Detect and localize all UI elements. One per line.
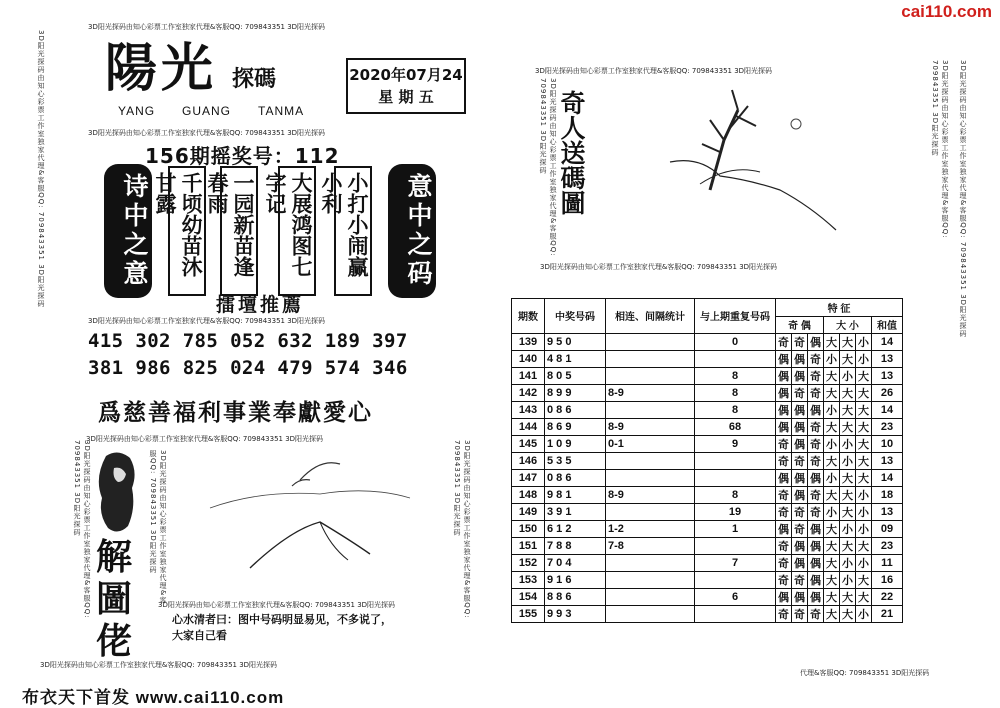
table-row bbox=[512, 588, 903, 605]
cell-period: 150 bbox=[512, 520, 545, 537]
recommend-row-2: 381 986 825 024 479 574 346 bbox=[88, 357, 408, 379]
cell-bs-3: 大 bbox=[856, 384, 872, 401]
cell-bs-1: 大 bbox=[824, 571, 840, 588]
cell-winning: 9 1 6 bbox=[545, 571, 606, 588]
cell-bs-1: 大 bbox=[824, 537, 840, 554]
cell-oe-2: 偶 bbox=[792, 469, 808, 486]
cell-bs-1: 大 bbox=[824, 486, 840, 503]
cell-oe-3: 奇 bbox=[808, 418, 824, 435]
poem-column-1: 千顷幼苗沐甘露 bbox=[168, 166, 206, 296]
cell-period: 139 bbox=[512, 333, 545, 350]
cell-bs-2: 小 bbox=[840, 554, 856, 571]
cell-period: 142 bbox=[512, 384, 545, 401]
small-print-picture-bottom: 3D阳光探码由知心彩票工作室独家代理&客服QQ: 709843351 3D阳光探码 bbox=[158, 601, 396, 609]
cell-oe-3: 奇 bbox=[808, 384, 824, 401]
cell-oe-3: 奇 bbox=[808, 435, 824, 452]
cell-bs-3: 大 bbox=[856, 435, 872, 452]
cell-repeat: 19 bbox=[695, 503, 776, 520]
small-print-bottom: 3D阳光探码由知心彩票工作室独家代理&客服QQ: 709843351 3D阳光探码 bbox=[40, 661, 278, 669]
cell-period: 144 bbox=[512, 418, 545, 435]
cell-period: 149 bbox=[512, 503, 545, 520]
small-print-right-bottom: 代理&客服QQ: 709843351 3D阳光探码 bbox=[800, 669, 930, 677]
recommend-title: 擂壇推薦 bbox=[216, 294, 305, 316]
cell-winning: 8 0 5 bbox=[545, 367, 606, 384]
cell-winning: 0 8 6 bbox=[545, 469, 606, 486]
cell-oe-2: 偶 bbox=[792, 537, 808, 554]
cell-bs-2: 小 bbox=[840, 452, 856, 469]
cell-sum: 13 bbox=[872, 350, 903, 367]
table-row bbox=[512, 520, 903, 537]
cell-bs-2: 大 bbox=[840, 537, 856, 554]
cell-sum: 13 bbox=[872, 503, 903, 520]
cell-repeat bbox=[695, 571, 776, 588]
cell-bs-2: 大 bbox=[840, 333, 856, 350]
cell-bs-1: 大 bbox=[824, 605, 840, 622]
cell-repeat bbox=[695, 469, 776, 486]
cell-oe-2: 奇 bbox=[792, 333, 808, 350]
jie-label: 解圖佬 bbox=[96, 536, 133, 662]
cell-sum: 21 bbox=[872, 605, 903, 622]
cell-repeat: 7 bbox=[695, 554, 776, 571]
cell-span bbox=[606, 503, 695, 520]
side-print-picture-left: 3D阳光探码由知心彩票工作室独家代理&客服QQ: 709843351 3D阳光探码 bbox=[73, 440, 91, 619]
cell-winning: 6 1 2 bbox=[545, 520, 606, 537]
cell-repeat: 8 bbox=[695, 486, 776, 503]
table-row bbox=[512, 418, 903, 435]
cell-period: 146 bbox=[512, 452, 545, 469]
cell-bs-3: 大 bbox=[856, 452, 872, 469]
cell-oe-3: 偶 bbox=[808, 571, 824, 588]
cell-bs-2: 大 bbox=[840, 469, 856, 486]
cell-oe-2: 奇 bbox=[792, 571, 808, 588]
th-feature: 特 征 bbox=[776, 299, 903, 317]
table-row bbox=[512, 486, 903, 503]
cell-bs-3: 小 bbox=[856, 605, 872, 622]
page-subtitle: 探碼 bbox=[232, 66, 277, 92]
cell-repeat: 8 bbox=[695, 367, 776, 384]
cell-oe-2: 偶 bbox=[792, 435, 808, 452]
cell-oe-3: 奇 bbox=[808, 486, 824, 503]
cell-period: 143 bbox=[512, 401, 545, 418]
cell-oe-1: 奇 bbox=[776, 571, 792, 588]
cell-bs-2: 大 bbox=[840, 588, 856, 605]
small-print-top: 3D阳光探码由知心彩票工作室独家代理&客服QQ: 709843351 3D阳光探码 bbox=[88, 23, 326, 31]
cell-repeat: 1 bbox=[695, 520, 776, 537]
cell-oe-2: 偶 bbox=[792, 554, 808, 571]
table-row bbox=[512, 350, 903, 367]
cell-bs-2: 大 bbox=[840, 401, 856, 418]
hint-line-2: 大家自己看 bbox=[172, 629, 227, 642]
cell-bs-3: 小 bbox=[856, 486, 872, 503]
cell-span bbox=[606, 571, 695, 588]
site-badge: cai110.com bbox=[901, 2, 992, 21]
cell-bs-2: 大 bbox=[840, 486, 856, 503]
cell-oe-1: 偶 bbox=[776, 384, 792, 401]
small-print-right-mid: 3D阳光探码由知心彩票工作室独家代理&客服QQ: 709843351 3D阳光探码 bbox=[540, 263, 778, 271]
cell-bs-1: 大 bbox=[824, 418, 840, 435]
poem-left-label: 诗中之意 bbox=[104, 164, 152, 298]
cell-bs-3: 小 bbox=[856, 350, 872, 367]
cell-period: 152 bbox=[512, 554, 545, 571]
cell-sum: 18 bbox=[872, 486, 903, 503]
cell-sum: 14 bbox=[872, 333, 903, 350]
cell-span bbox=[606, 469, 695, 486]
cell-winning: 7 0 4 bbox=[545, 554, 606, 571]
cell-span bbox=[606, 452, 695, 469]
cell-bs-3: 大 bbox=[856, 367, 872, 384]
cell-winning: 8 6 9 bbox=[545, 418, 606, 435]
cell-span: 8-9 bbox=[606, 418, 695, 435]
cell-bs-1: 小 bbox=[824, 435, 840, 452]
cell-span: 8-9 bbox=[606, 384, 695, 401]
cell-bs-3: 大 bbox=[856, 571, 872, 588]
th-big-small: 大 小 bbox=[824, 317, 872, 334]
small-print-right-top: 3D阳光探码由知心彩票工作室独家代理&客服QQ: 709843351 3D阳光探码 bbox=[535, 67, 773, 75]
cell-oe-2: 奇 bbox=[792, 520, 808, 537]
cell-oe-3: 偶 bbox=[808, 588, 824, 605]
slogan: 爲慈善福利事業奉獻愛心 bbox=[98, 399, 373, 426]
cell-bs-2: 小 bbox=[840, 435, 856, 452]
cell-bs-3: 小 bbox=[856, 520, 872, 537]
cell-sum: 11 bbox=[872, 554, 903, 571]
date-box bbox=[346, 58, 466, 114]
cell-oe-1: 偶 bbox=[776, 520, 792, 537]
cell-oe-1: 偶 bbox=[776, 401, 792, 418]
cell-bs-1: 小 bbox=[824, 350, 840, 367]
cell-bs-2: 小 bbox=[840, 571, 856, 588]
cell-bs-2: 大 bbox=[840, 605, 856, 622]
cell-span bbox=[606, 401, 695, 418]
cell-bs-1: 大 bbox=[824, 554, 840, 571]
cell-bs-3: 大 bbox=[856, 469, 872, 486]
cell-bs-2: 大 bbox=[840, 503, 856, 520]
cell-bs-3: 小 bbox=[856, 554, 872, 571]
poem-column-2: 一园新苗逢春雨 bbox=[220, 166, 258, 296]
cell-winning: 9 9 3 bbox=[545, 605, 606, 622]
cell-span bbox=[606, 333, 695, 350]
cell-repeat: 9 bbox=[695, 435, 776, 452]
cell-oe-2: 偶 bbox=[792, 588, 808, 605]
portrait-image bbox=[88, 448, 148, 538]
hint-text bbox=[172, 612, 392, 644]
side-print-right-2: 3D阳光探码由知心彩票工作室独家代理&客服QQ: 709843351 3D阳光探码 bbox=[931, 60, 949, 239]
table-row bbox=[512, 401, 903, 418]
cell-period: 145 bbox=[512, 435, 545, 452]
side-print-left: 3D阳光探码由知心彩票工作室独家代理&客服QQ: 709843351 3D阳光探码 bbox=[37, 30, 45, 309]
cell-repeat bbox=[695, 537, 776, 554]
cell-span bbox=[606, 554, 695, 571]
cell-oe-2: 奇 bbox=[792, 605, 808, 622]
cell-oe-1: 奇 bbox=[776, 435, 792, 452]
table-header-row bbox=[512, 299, 903, 317]
sketch-image-left bbox=[180, 450, 450, 600]
cell-sum: 10 bbox=[872, 435, 903, 452]
footer-text: 布衣天下首发 www.cai110.com bbox=[22, 688, 285, 707]
cell-oe-1: 偶 bbox=[776, 418, 792, 435]
cell-period: 147 bbox=[512, 469, 545, 486]
cell-bs-2: 大 bbox=[840, 384, 856, 401]
cell-oe-2: 偶 bbox=[792, 401, 808, 418]
cell-bs-1: 小 bbox=[824, 469, 840, 486]
cell-oe-3: 偶 bbox=[808, 401, 824, 418]
cell-period: 151 bbox=[512, 537, 545, 554]
table-row bbox=[512, 367, 903, 384]
cell-oe-2: 奇 bbox=[792, 452, 808, 469]
cell-oe-3: 奇 bbox=[808, 503, 824, 520]
cell-winning: 7 8 8 bbox=[545, 537, 606, 554]
cell-oe-1: 奇 bbox=[776, 503, 792, 520]
cell-bs-3: 大 bbox=[856, 418, 872, 435]
cell-bs-1: 大 bbox=[824, 384, 840, 401]
cell-sum: 13 bbox=[872, 452, 903, 469]
table-row bbox=[512, 605, 903, 622]
cell-oe-3: 奇 bbox=[808, 605, 824, 622]
cell-period: 155 bbox=[512, 605, 545, 622]
small-print-recommend: 3D阳光探码由知心彩票工作室独家代理&客服QQ: 709843351 3D阳光探码 bbox=[88, 317, 326, 325]
cell-sum: 23 bbox=[872, 537, 903, 554]
cell-oe-1: 偶 bbox=[776, 350, 792, 367]
cell-oe-2: 奇 bbox=[792, 503, 808, 520]
th-odd-even: 奇 偶 bbox=[776, 317, 824, 334]
cell-repeat bbox=[695, 605, 776, 622]
table-body bbox=[512, 333, 903, 622]
table-row bbox=[512, 469, 903, 486]
table-row bbox=[512, 333, 903, 350]
cell-span bbox=[606, 588, 695, 605]
cell-oe-1: 偶 bbox=[776, 469, 792, 486]
cell-repeat bbox=[695, 452, 776, 469]
cell-winning: 9 5 0 bbox=[545, 333, 606, 350]
recommend-row-1: 415 302 785 052 632 189 397 bbox=[88, 330, 408, 352]
cell-repeat: 6 bbox=[695, 588, 776, 605]
cell-oe-3: 偶 bbox=[808, 469, 824, 486]
cell-winning: 9 8 1 bbox=[545, 486, 606, 503]
cell-bs-2: 大 bbox=[840, 418, 856, 435]
th-sum: 和值 bbox=[872, 317, 903, 334]
cell-span: 7-8 bbox=[606, 537, 695, 554]
th-repeat: 与上期重复号码 bbox=[695, 299, 776, 334]
cell-bs-2: 小 bbox=[840, 367, 856, 384]
cell-oe-1: 偶 bbox=[776, 367, 792, 384]
cell-period: 153 bbox=[512, 571, 545, 588]
cell-sum: 22 bbox=[872, 588, 903, 605]
cell-oe-2: 偶 bbox=[792, 486, 808, 503]
cell-winning: 8 9 9 bbox=[545, 384, 606, 401]
table-row bbox=[512, 452, 903, 469]
cell-span bbox=[606, 367, 695, 384]
cell-oe-3: 偶 bbox=[808, 554, 824, 571]
side-print-picture-right: 3D阳光探码由知心彩票工作室独家代理&客服QQ: 709843351 3D阳光探码 bbox=[453, 440, 471, 619]
cell-oe-3: 偶 bbox=[808, 520, 824, 537]
cell-repeat: 8 bbox=[695, 401, 776, 418]
cell-oe-1: 奇 bbox=[776, 452, 792, 469]
cell-oe-2: 奇 bbox=[792, 384, 808, 401]
cell-oe-3: 奇 bbox=[808, 452, 824, 469]
cell-oe-1: 偶 bbox=[776, 588, 792, 605]
table-row bbox=[512, 384, 903, 401]
cell-oe-2: 偶 bbox=[792, 418, 808, 435]
cell-repeat: 8 bbox=[695, 384, 776, 401]
cell-span: 1-2 bbox=[606, 520, 695, 537]
small-print-picture: 3D阳光探码由知心彩票工作室独家代理&客服QQ: 709843351 3D阳光探码 bbox=[86, 435, 324, 443]
cell-period: 141 bbox=[512, 367, 545, 384]
cell-oe-2: 偶 bbox=[792, 350, 808, 367]
cell-sum: 26 bbox=[872, 384, 903, 401]
cell-period: 140 bbox=[512, 350, 545, 367]
hint-line-1: 心水清者曰：图中号码明显易见，不多说了， bbox=[172, 613, 392, 626]
draw-result: 156期摇奖号：112 bbox=[145, 144, 340, 168]
cell-bs-2: 大 bbox=[840, 350, 856, 367]
cell-winning: 5 3 5 bbox=[545, 452, 606, 469]
table-row bbox=[512, 537, 903, 554]
date-text: 2020年07月24 bbox=[349, 66, 463, 84]
cell-bs-3: 小 bbox=[856, 333, 872, 350]
cell-repeat: 68 bbox=[695, 418, 776, 435]
cell-sum: 09 bbox=[872, 520, 903, 537]
cell-span bbox=[606, 605, 695, 622]
cell-bs-3: 大 bbox=[856, 588, 872, 605]
cell-sum: 23 bbox=[872, 418, 903, 435]
cell-bs-3: 小 bbox=[856, 503, 872, 520]
cell-winning: 1 0 9 bbox=[545, 435, 606, 452]
cell-repeat bbox=[695, 350, 776, 367]
cell-winning: 3 9 1 bbox=[545, 503, 606, 520]
cell-bs-2: 小 bbox=[840, 520, 856, 537]
cell-oe-3: 偶 bbox=[808, 537, 824, 554]
cell-oe-1: 奇 bbox=[776, 486, 792, 503]
page-title: 陽光 bbox=[105, 38, 218, 99]
cell-period: 154 bbox=[512, 588, 545, 605]
side-print-picture-mid: 3D阳光探码由知心彩票工作室独家代理&客服QQ: 709843351 3D阳光探码 bbox=[149, 450, 167, 605]
cell-sum: 14 bbox=[872, 401, 903, 418]
cell-oe-3: 奇 bbox=[808, 350, 824, 367]
roman-tanma: TANMA bbox=[258, 104, 305, 118]
cell-oe-2: 偶 bbox=[792, 367, 808, 384]
poem-right-label: 意中之码 bbox=[388, 164, 436, 298]
cell-bs-1: 大 bbox=[824, 588, 840, 605]
th-winning: 中奖号码 bbox=[545, 299, 606, 334]
poem-column-3: 大展鸿图七字记 bbox=[278, 166, 316, 296]
cell-bs-1: 大 bbox=[824, 333, 840, 350]
small-print-header: 3D阳光探码由知心彩票工作室独家代理&客服QQ: 709843351 3D阳光探码 bbox=[88, 129, 326, 137]
cell-oe-1: 奇 bbox=[776, 605, 792, 622]
th-span: 相连、间隔统计 bbox=[606, 299, 695, 334]
sketch-image-right bbox=[640, 80, 840, 240]
weekday-text: 星 期 五 bbox=[378, 88, 434, 106]
side-print-right-1: 3D阳光探码由知心彩票工作室独家代理&客服QQ: 709843351 3D阳光探码 bbox=[539, 78, 557, 257]
roman-yang: YANG bbox=[118, 104, 156, 118]
cell-oe-1: 奇 bbox=[776, 554, 792, 571]
right-title: 奇人送碼圖 bbox=[557, 90, 586, 215]
cell-span: 0-1 bbox=[606, 435, 695, 452]
cell-span: 8-9 bbox=[606, 486, 695, 503]
table-row bbox=[512, 554, 903, 571]
cell-bs-1: 大 bbox=[824, 520, 840, 537]
side-print-right-edge: 3D阳光探码由知心彩票工作室独家代理&客服QQ: 709843351 3D阳光探码 bbox=[959, 60, 967, 339]
cell-bs-3: 大 bbox=[856, 537, 872, 554]
cell-winning: 0 8 6 bbox=[545, 401, 606, 418]
cell-sum: 14 bbox=[872, 469, 903, 486]
cell-bs-3: 大 bbox=[856, 401, 872, 418]
poem-column-4: 小打小闹赢小利 bbox=[334, 166, 372, 296]
cell-bs-1: 大 bbox=[824, 452, 840, 469]
cell-sum: 16 bbox=[872, 571, 903, 588]
table-row bbox=[512, 571, 903, 588]
cell-bs-1: 大 bbox=[824, 367, 840, 384]
cell-oe-1: 奇 bbox=[776, 333, 792, 350]
cell-span bbox=[606, 350, 695, 367]
cell-period: 148 bbox=[512, 486, 545, 503]
cell-sum: 13 bbox=[872, 367, 903, 384]
roman-guang: GUANG bbox=[182, 104, 232, 118]
table-row bbox=[512, 503, 903, 520]
cell-oe-3: 偶 bbox=[808, 333, 824, 350]
cell-bs-1: 小 bbox=[824, 401, 840, 418]
cell-bs-1: 小 bbox=[824, 503, 840, 520]
cell-repeat: 0 bbox=[695, 333, 776, 350]
th-period: 期数 bbox=[512, 299, 545, 334]
cell-winning: 4 8 1 bbox=[545, 350, 606, 367]
cell-oe-1: 奇 bbox=[776, 537, 792, 554]
history-table bbox=[511, 298, 903, 623]
cell-oe-3: 奇 bbox=[808, 367, 824, 384]
table-row bbox=[512, 435, 903, 452]
cell-winning: 8 8 6 bbox=[545, 588, 606, 605]
